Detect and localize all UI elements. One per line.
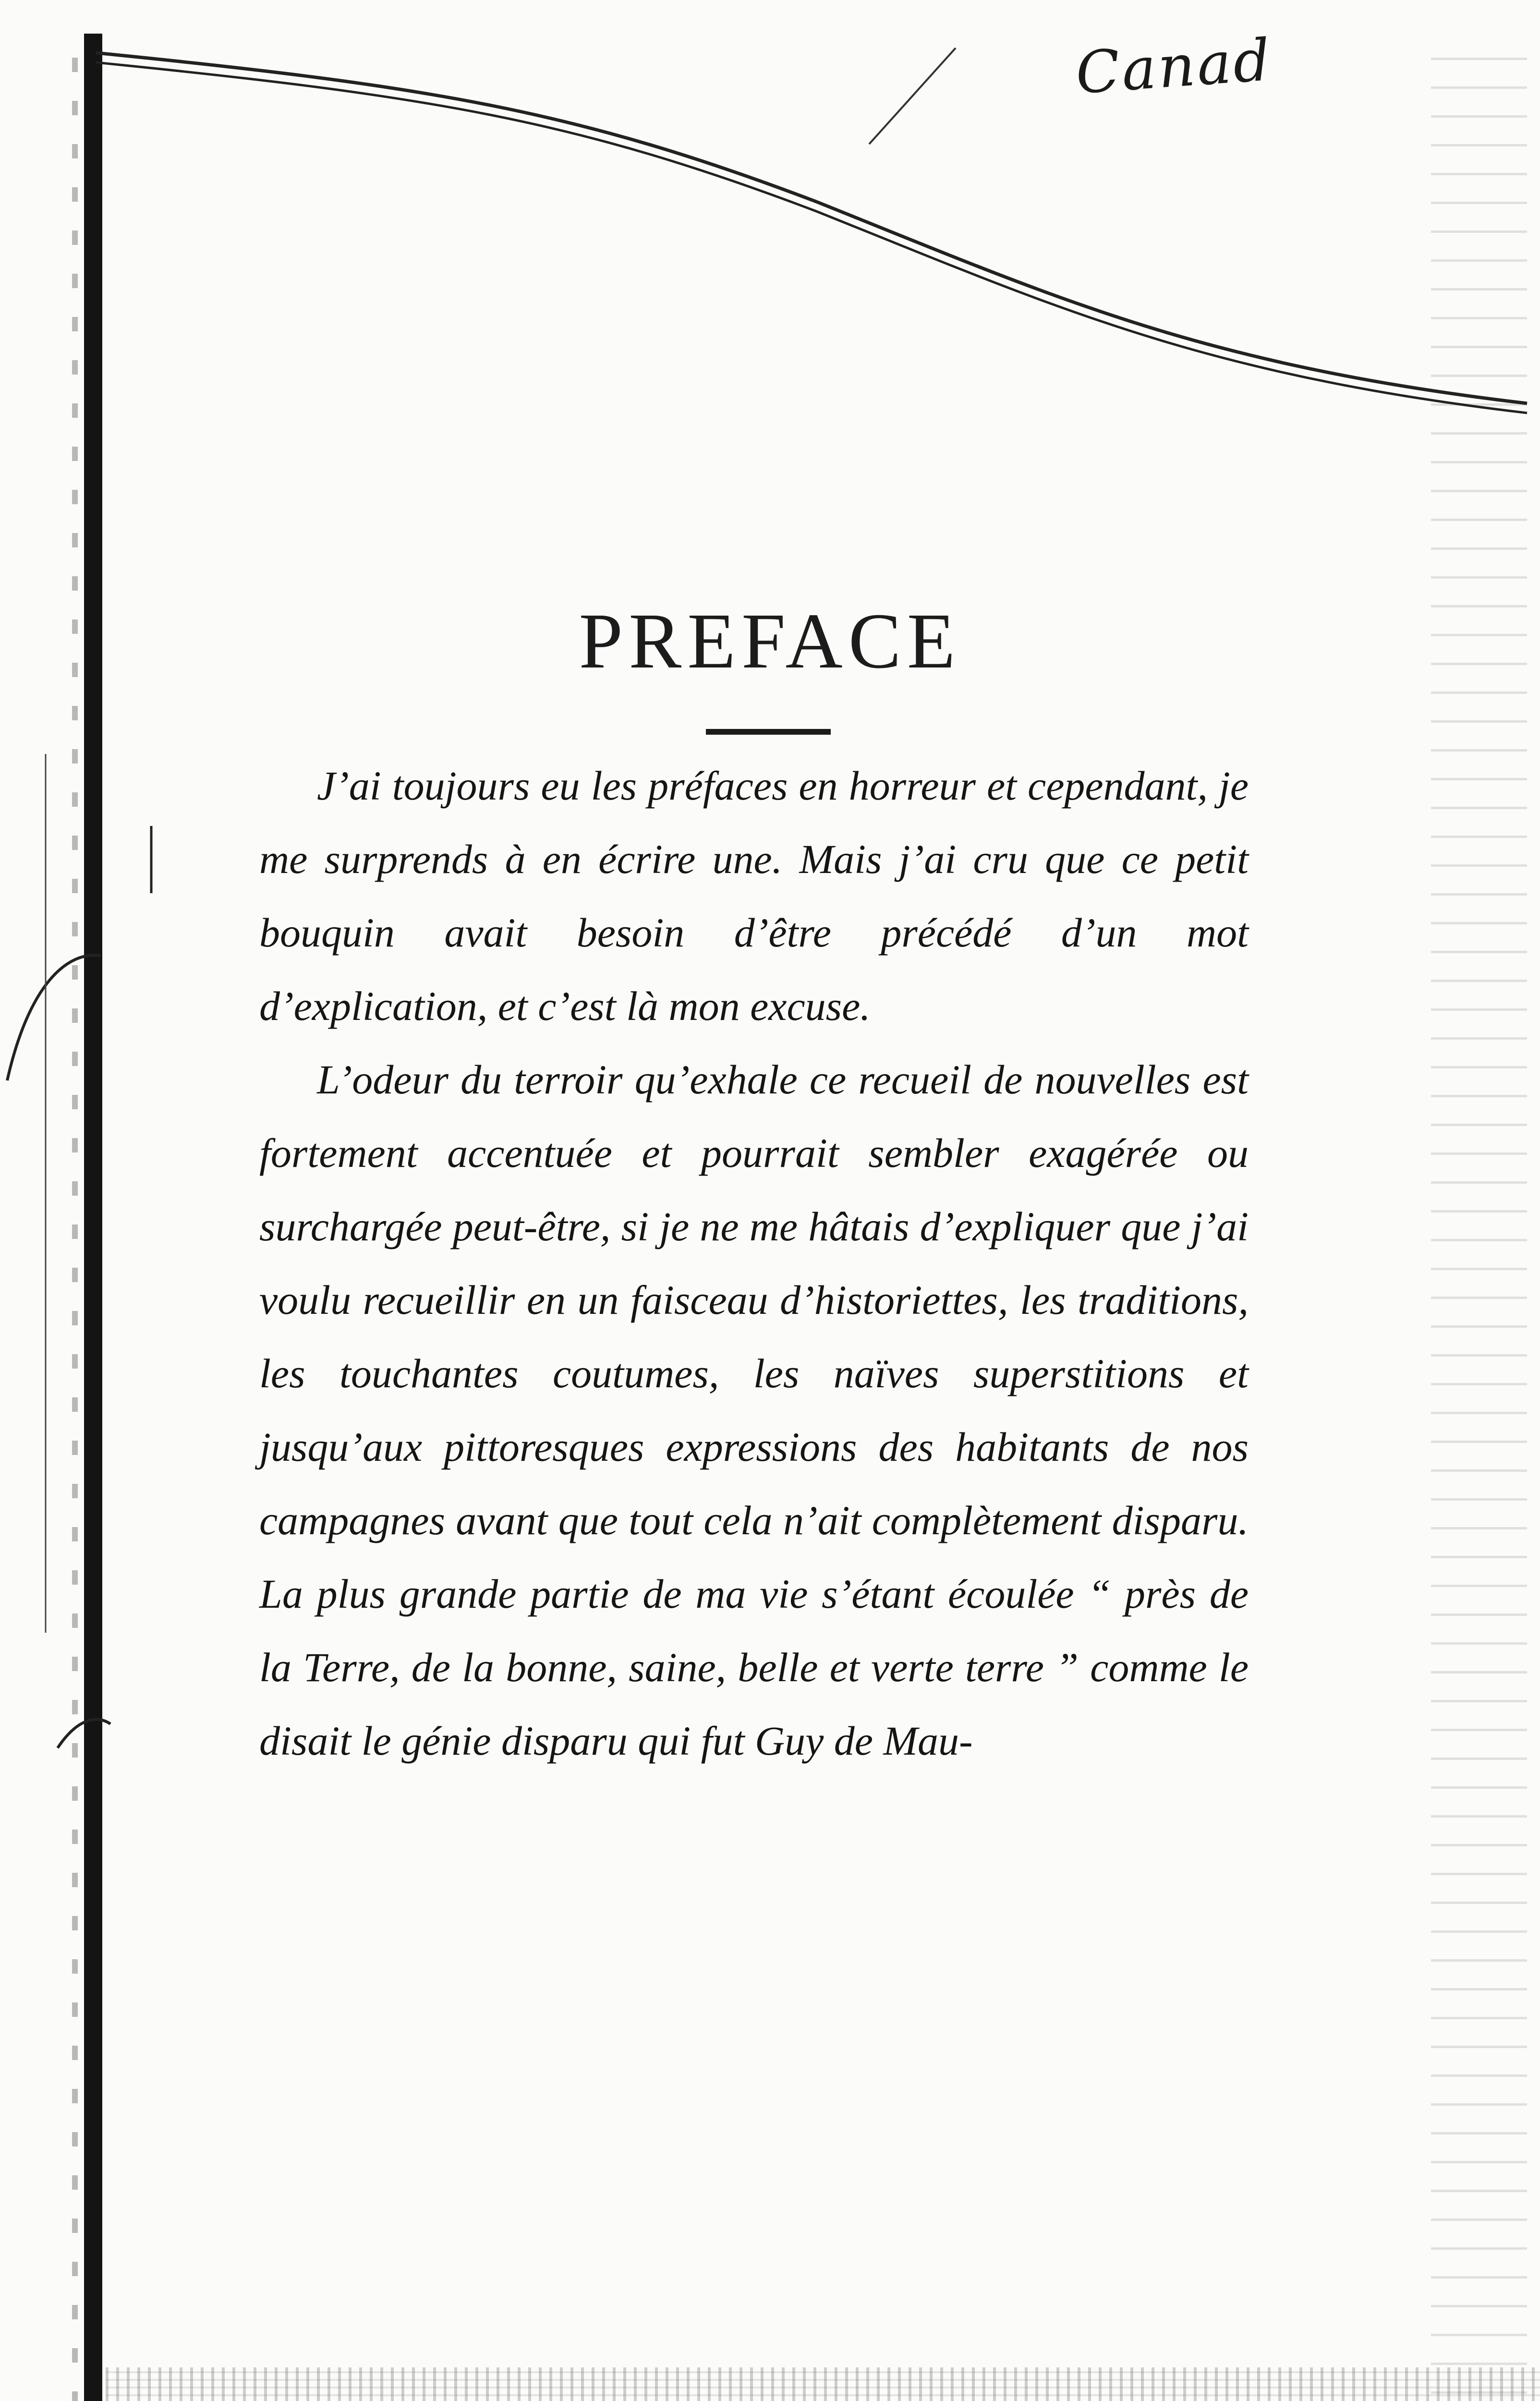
binding-thread — [7, 955, 101, 1080]
decorative-curve-line-inner — [96, 62, 1527, 413]
handwritten-annotation: Canad — [1073, 26, 1274, 108]
decorative-curve-line — [96, 53, 1527, 403]
pencil-mark — [869, 48, 956, 144]
preface-body — [259, 749, 1249, 1778]
binding-thread-lower — [58, 1720, 110, 1748]
paragraph-2: L’odeur du terroir qu’exhale ce recueil de nouvelles est fortement accentuée et pourrait sembler exagérée ou surchargée peut-être, si je ne me hâtais d’expliquer que j’ai voulu recueillir en un faisceau d’historiettes, les traditions, les touchantes coutumes, les naïves superstitions et jusqu’aux pittoresques expressions des habitants de nos campagnes avant que tout cela n’ait complètement disparu. La plus grande partie de ma vie s’étant écoulée “ près de la Terre, de la bonne, saine, belle et verte terre ” comme le disait le génie disparu qui fut Guy de Mau- — [259, 1056, 1249, 1764]
title-underline-rule — [706, 729, 831, 735]
paragraph-1: J’ai toujours eu les préfaces en horreur et cependant, je me surprends à en écrire une. Mais j’ai cru que ce petit bouquin avait besoin d’être précédé d’un mot d’explication, et c’est là mon excuse. — [259, 763, 1249, 1029]
scan-noise-bottom — [106, 2367, 1540, 2401]
page-title: PREFACE — [579, 597, 961, 685]
